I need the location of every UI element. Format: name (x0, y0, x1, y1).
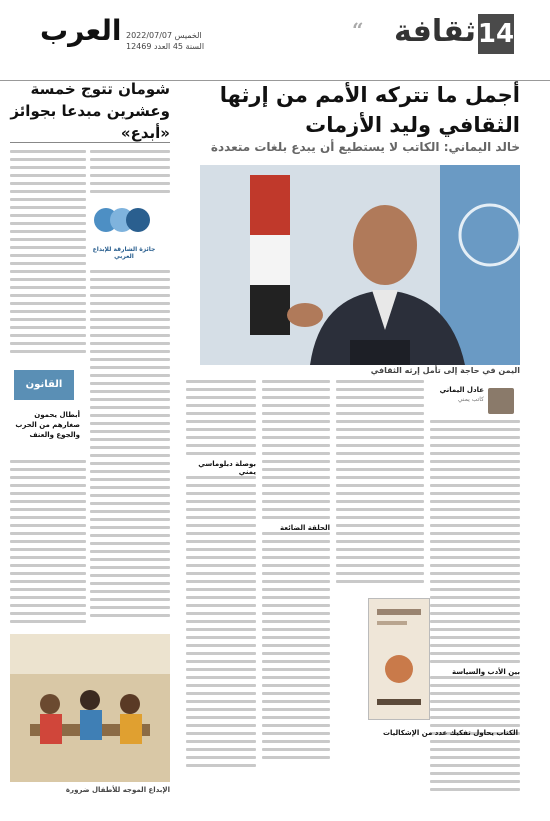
issue-info: الخميس 2022/07/07 السنة 45 العدد 12469 (126, 31, 205, 51)
subhead-1: بين الأدب والسياسة (451, 668, 520, 676)
sidebar-column-1 (10, 150, 86, 360)
article-column-1 (430, 420, 520, 800)
subhead-2: الحلقة الضائعة (279, 524, 330, 532)
subhead-3: بوصلة دبلوماسي يمني (198, 460, 256, 476)
page-number: 14 (478, 14, 514, 54)
article-column-4 (186, 380, 256, 800)
sidebar-divider (10, 142, 170, 143)
promo-caption: أبطال يحمون صغارهم من الحرب والجوع والعنف (15, 411, 80, 439)
author-role: كاتب يمني (457, 396, 484, 403)
author-name: عادل اليماني (439, 386, 484, 394)
speaker-illustration (200, 165, 520, 365)
sidebar-title: شومان تتوج خمسة وعشرين مبدعا بجوائز «أبدع» (10, 80, 170, 142)
children-illustration (10, 634, 170, 782)
article-column-2 (336, 380, 424, 590)
quote-icon: “ (352, 18, 364, 42)
book-illustration (369, 599, 429, 719)
prize-logo-text: جائزة الشارقة للإبداع العربي (92, 246, 156, 260)
children-photo (10, 634, 170, 782)
main-photo (200, 165, 520, 365)
article-headline: أجمل ما تتركه الأمم من إرثها الثقافي وليد الأزمات (219, 83, 520, 137)
book-cover-image (368, 598, 430, 720)
book-caption: الكتاب يحاول تفكيك عدد من الإشكاليات (382, 729, 518, 737)
article-subhead: خالد اليماني: الكاتب لا يستطيع أن يبدع بلغات متعددة (210, 140, 520, 154)
masthead-logo: العرب (40, 14, 122, 47)
section-title: ثقافة (394, 14, 476, 49)
article-column-3 (262, 380, 330, 800)
photo-caption: اليمن في حاجة إلى تأمل إرثه الثقافي (370, 366, 520, 375)
promo-box: القانون (14, 370, 74, 400)
author-avatar (488, 388, 514, 414)
children-photo-caption: الإبداع الموجه للأطفال ضرورة (65, 786, 170, 794)
prize-emblem-icon (84, 202, 164, 242)
sidebar-column-3 (90, 270, 170, 625)
prize-logo (84, 202, 164, 262)
sidebar-column-2 (90, 150, 170, 198)
sidebar-column-4 (10, 460, 86, 628)
